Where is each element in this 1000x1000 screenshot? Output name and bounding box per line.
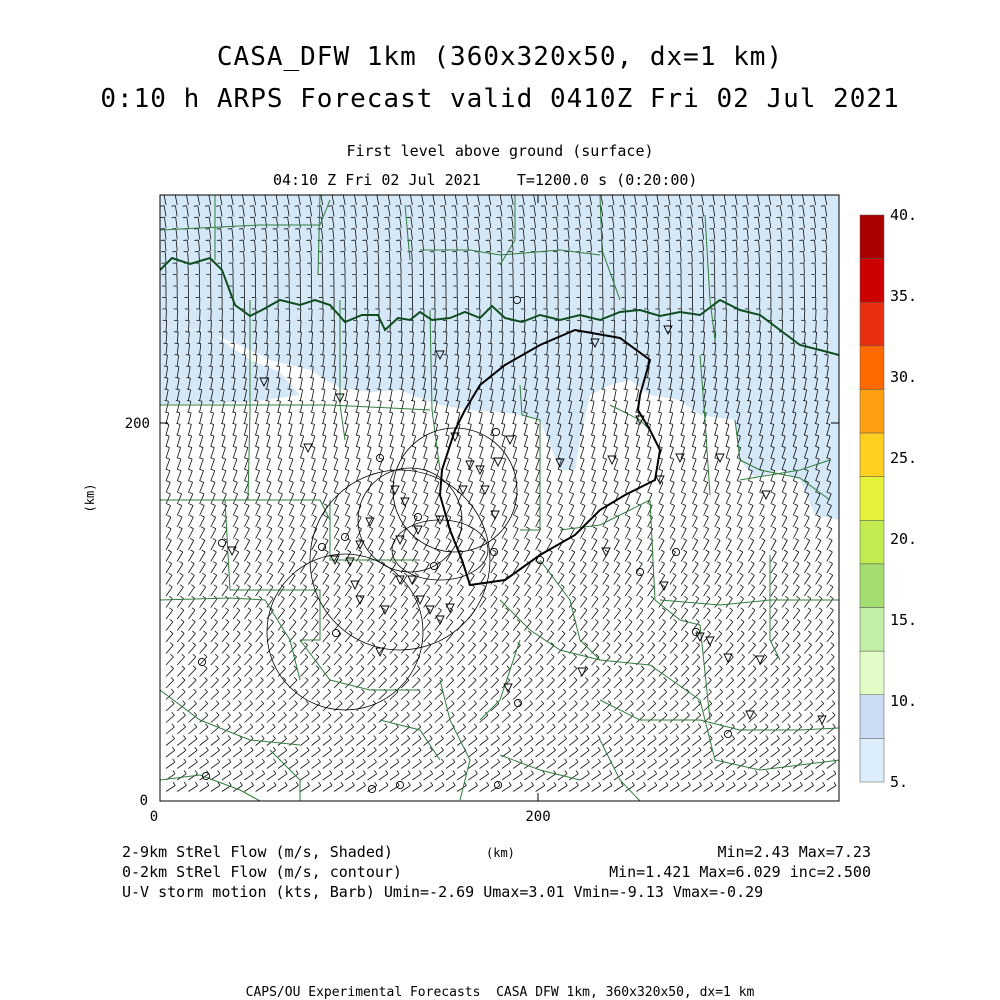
wind-barb-flag <box>242 355 246 356</box>
wind-barb <box>401 263 402 274</box>
wind-barb-flag <box>656 355 660 356</box>
wind-barb-flag <box>309 355 313 356</box>
wind-barb <box>210 263 211 274</box>
wind-barb-flag <box>791 355 795 356</box>
wind-barb <box>524 263 525 274</box>
map-panel <box>160 194 840 801</box>
wind-barb-flag <box>432 355 436 356</box>
wind-barb <box>434 263 435 274</box>
wind-barb <box>266 263 267 274</box>
wind-barb-flag <box>500 355 504 356</box>
wind-barb-flag <box>340 217 344 218</box>
wind-barb-flag <box>556 355 560 356</box>
wind-barb <box>188 263 189 274</box>
wind-barb-flag <box>466 355 470 356</box>
wind-barb <box>233 263 234 274</box>
wind-barb-flag <box>298 355 302 356</box>
wind-barb-flag <box>776 217 780 218</box>
wind-barb <box>557 263 558 274</box>
wind-barb-flag <box>407 217 411 218</box>
wind-barb <box>714 263 715 274</box>
wind-barb-flag <box>608 217 612 218</box>
wind-barb-flag <box>295 217 299 218</box>
wind-barb-flag <box>351 217 355 218</box>
wind-barb <box>412 263 413 274</box>
wind-barb <box>244 263 245 274</box>
plot-title-line1: CASA_DFW 1km (360x320x50, dx=1 km) <box>216 42 784 72</box>
wind-barb-flag <box>623 355 627 356</box>
wind-barb-flag <box>183 217 187 218</box>
wind-barb <box>490 263 491 274</box>
wind-barb-flag <box>511 355 515 356</box>
wind-barb-flag <box>712 355 716 356</box>
wind-barb-flag <box>477 355 481 356</box>
wind-barb-flag <box>421 355 425 356</box>
wind-barb <box>311 263 312 274</box>
wind-barb-flag <box>743 217 747 218</box>
wind-barb <box>804 263 805 274</box>
wind-barb-flag <box>701 355 705 356</box>
wind-barb <box>378 263 379 274</box>
wind-barb <box>513 263 514 274</box>
wind-barb-flag <box>552 217 556 218</box>
wind-barb-flag <box>612 355 616 356</box>
wind-barb <box>669 263 670 274</box>
wind-barb-flag <box>732 217 736 218</box>
wind-barb-flag <box>765 217 769 218</box>
wind-barb <box>748 263 749 274</box>
wind-barb <box>345 263 346 274</box>
wind-barb <box>703 263 704 274</box>
wind-barb <box>423 263 424 274</box>
wind-barb-flag <box>343 355 347 356</box>
wind-barb-flag <box>474 217 478 218</box>
wind-barb-flag <box>496 217 500 218</box>
wind-barb-flag <box>544 355 548 356</box>
wind-barb <box>356 263 357 274</box>
wind-barb-flag <box>519 217 523 218</box>
wind-barb-flag <box>578 355 582 356</box>
wind-barb-flag <box>332 355 336 356</box>
plot-subtitle: First level above ground (surface) <box>346 142 654 160</box>
wind-barb-flag <box>160 217 164 218</box>
wind-barb <box>625 263 626 274</box>
wind-barb <box>759 263 760 274</box>
wind-barb-flag <box>698 217 702 218</box>
wind-barb <box>725 263 726 274</box>
wind-barb-flag <box>634 355 638 356</box>
wind-barb <box>389 263 390 274</box>
wind-barb-flag <box>720 217 724 218</box>
wind-barb-flag <box>586 217 590 218</box>
wind-barb-flag <box>231 355 235 356</box>
wind-barb-flag <box>228 217 232 218</box>
wind-barb-flag <box>754 217 758 218</box>
wind-barb-flag <box>567 355 571 356</box>
wind-barb-flag <box>735 355 739 356</box>
wind-barb <box>546 263 547 274</box>
wind-barb <box>322 263 323 274</box>
wind-barb-flag <box>362 217 366 218</box>
wind-barb-flag <box>679 355 683 356</box>
wind-barb <box>289 263 290 274</box>
wind-barb <box>177 263 178 274</box>
wind-barb-flag <box>328 217 332 218</box>
wind-barb-flag <box>799 217 803 218</box>
wind-barb-flag <box>746 355 750 356</box>
wind-barb-flag <box>399 355 403 356</box>
wind-barb-flag <box>373 217 377 218</box>
wind-barb-flag <box>306 217 310 218</box>
wind-barb-flag <box>264 355 268 356</box>
wind-barb-flag <box>664 217 668 218</box>
wind-barb-flag <box>788 217 792 218</box>
wind-barb-flag <box>452 217 456 218</box>
wind-barb-flag <box>589 355 593 356</box>
wind-barb <box>692 263 693 274</box>
wind-barb-flag <box>642 217 646 218</box>
wind-barb-flag <box>208 355 212 356</box>
wind-barb-flag <box>220 355 224 356</box>
wind-barb <box>602 263 603 274</box>
wind-barb <box>613 263 614 274</box>
wind-barb-flag <box>216 217 220 218</box>
wind-barb-flag <box>620 217 624 218</box>
wind-barb-flag <box>530 217 534 218</box>
wind-barb <box>445 263 446 274</box>
wind-barb <box>793 263 794 274</box>
wind-barb-flag <box>631 217 635 218</box>
wind-barb-flag <box>645 355 649 356</box>
wind-barb <box>658 263 659 274</box>
wind-barb-flag <box>757 355 761 356</box>
wind-barb <box>479 263 480 274</box>
wind-barb-flag <box>485 217 489 218</box>
wind-barb-flag <box>384 217 388 218</box>
wind-barb-flag <box>261 217 265 218</box>
wind-barb-flag <box>388 355 392 356</box>
wind-barb-flag <box>194 217 198 218</box>
wind-barb-flag <box>186 355 190 356</box>
wind-barb-flag <box>463 217 467 218</box>
wind-barb-flag <box>690 355 694 356</box>
wind-barb <box>781 263 782 274</box>
wind-barb <box>580 263 581 274</box>
wind-barb-flag <box>676 217 680 218</box>
wind-barb-flag <box>197 355 201 356</box>
wind-barb-flag <box>600 355 604 356</box>
wind-barb-flag <box>272 217 276 218</box>
wind-barb-flag <box>320 355 324 356</box>
wind-barb-flag <box>802 355 806 356</box>
wind-barb <box>501 263 502 274</box>
wind-barb-flag <box>175 355 179 356</box>
wind-barb-flag <box>541 217 545 218</box>
wind-barb-flag <box>824 355 828 356</box>
wind-barb-flag <box>455 355 459 356</box>
wind-barb-flag <box>709 217 713 218</box>
wind-barb-flag <box>564 217 568 218</box>
wind-barb-flag <box>284 217 288 218</box>
wind-barb-flag <box>205 217 209 218</box>
wind-barb <box>277 263 278 274</box>
wind-barb <box>535 263 536 274</box>
wind-barb-flag <box>440 217 444 218</box>
wind-barb-flag <box>376 355 380 356</box>
wind-barb <box>591 263 592 274</box>
wind-barb-flag <box>813 355 817 356</box>
wind-barb-flag <box>429 217 433 218</box>
wind-barb-flag <box>444 355 448 356</box>
valid-time-label: 04:10 Z Fri 02 Jul 2021 T=1200.0 s (0:20:00) <box>273 171 698 189</box>
wind-barb-flag <box>668 355 672 356</box>
wind-barb <box>681 263 682 274</box>
wind-barb <box>255 263 256 274</box>
wind-barb-flag <box>724 355 728 356</box>
wind-barb-flag <box>653 217 657 218</box>
wind-barb-flag <box>239 217 243 218</box>
wind-barb <box>815 263 816 274</box>
wind-barb <box>300 263 301 274</box>
wind-barb-flag <box>768 355 772 356</box>
wind-barb <box>333 263 334 274</box>
wind-barb-flag <box>250 217 254 218</box>
wind-barb-flag <box>821 217 825 218</box>
wind-barb <box>457 263 458 274</box>
wind-barb <box>770 263 771 274</box>
wind-barb <box>737 263 738 274</box>
wind-barb-flag <box>354 355 358 356</box>
wind-barb-flag <box>410 355 414 356</box>
wind-barb <box>468 263 469 274</box>
wind-barb-flag <box>396 217 400 218</box>
wind-barb-flag <box>276 355 280 356</box>
wind-barb <box>826 263 827 274</box>
wind-barb-flag <box>172 217 176 218</box>
plot-title-line2: 0:10 h ARPS Forecast valid 0410Z Fri 02 Jul 2021 <box>100 84 900 114</box>
wind-barb-flag <box>488 355 492 356</box>
wind-barb-flag <box>508 217 512 218</box>
wind-barb <box>569 263 570 274</box>
wind-barb-flag <box>780 355 784 356</box>
wind-barb <box>367 263 368 274</box>
wind-barb-flag <box>533 355 537 356</box>
wind-barb-flag <box>575 217 579 218</box>
wind-barb-flag <box>253 355 257 356</box>
wind-barb-flag <box>164 355 168 356</box>
wind-barb <box>647 263 648 274</box>
wind-barb <box>199 263 200 274</box>
wind-barb-flag <box>687 217 691 218</box>
wind-barb <box>636 263 637 274</box>
wind-barb-flag <box>365 355 369 356</box>
wind-barb-flag <box>287 355 291 356</box>
wind-barb-flag <box>418 217 422 218</box>
wind-barb-flag <box>810 217 814 218</box>
